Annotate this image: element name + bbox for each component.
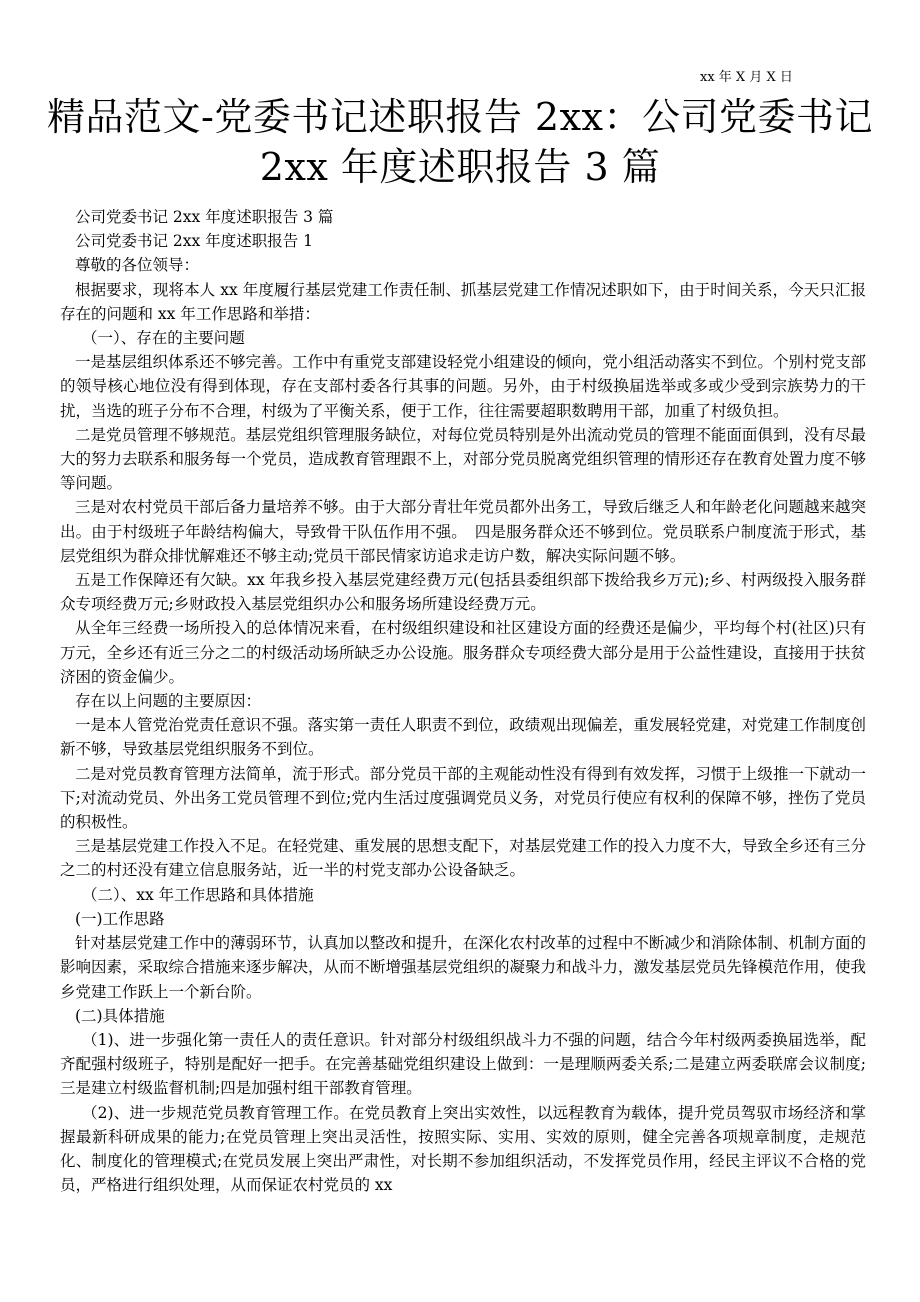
paragraph: 二是党员管理不够规范。基层党组织管理服务缺位，对每位党员特别是外出流动党员的管理不能面面俱到，没有尽最大的努力去联系和服务每一个党员，造成教育管理跟不上，对部分党员脱离党组织管理的情形还存在教育处置力度不够等问题。	[60, 425, 867, 493]
paragraph: 公司党委书记 2xx 年度述职报告 1	[75, 232, 313, 251]
paragraph: 三是对农村党员干部后备力量培养不够。由于大部分青壮年党员都外出务工，导致后继乏人和年龄老化问题越来越突出。由于村级班子年龄结构偏大，导致骨干队伍作用不强。 四是服务群众还不够到位。党员联系户制度流于形式，基层党组织为群众排忧解难还不够主动;党员干部民情家访追求走访户数，解决实际问题不够。	[60, 498, 866, 565]
paragraph: 三是基层党建工作投入不足。在轻党建、重发展的思想支配下，对基层党建工作的投入力度不大，导致全乡还有三分之二的村还没有建立信息服务站，近一半的村党支部办公设备缺乏。	[60, 837, 866, 880]
paragraph: 二是对党员教育管理方法简单，流于形式。部分党员干部的主观能动性没有得到有效发挥，习惯于上级推一下就动一下;对流动党员、外出务工党员管理不到位;党内生活过度强调党员义务，对党员行使应有权利的保障不够，挫伤了党员的积极性。	[60, 764, 866, 832]
document-title: 精品范文-党委书记述职报告 2xx：公司党委书记 2xx 年度述职报告 3 篇	[47, 95, 873, 189]
paragraph: 一是本人管党治党责任意识不强。落实第一责任人职责不到位，政绩观出现偏差，重发展轻党建，对党建工作制度创新不够，导致基层党组织服务不到位。	[60, 716, 866, 759]
paragraph: 公司党委书记 2xx 年度述职报告 3 篇	[75, 208, 334, 226]
subsection-heading: (一)工作思路	[75, 909, 165, 928]
paragraph: 五是工作保障还有欠缺。xx 年我乡投入基层党建经费万元(包括县委组织部下拨给我乡万元);乡、村两级投入服务群众专项经费万元;乡财政投入基层党组织办公和服务场所建设经费万元。	[60, 571, 866, 614]
paragraph: 尊敬的各位领导：	[75, 256, 200, 275]
date-line: xx 年 X 月 X 日	[700, 70, 793, 85]
paragraph: 一是基层组织体系还不够完善。工作中有重党支部建设轻党小组建设的倾向，党小组活动落实不到位。个别村党支部的领导核心地位没有得到体现，存在支部村委各行其事的问题。另外，由于村级换届选举或多或少受到宗族势力的干扰，当选的班子分布不合理，村级为了平衡关系，便于工作，往往需要超职数聘用干部，加重了村级负担。	[60, 353, 866, 420]
section-heading: （一）、存在的主要问题	[82, 329, 245, 348]
paragraph: （2)、进一步规范党员教育管理工作。在党员教育上突出实效性，以远程教育为载体，提升党员驾驭市场经济和掌握最新科研成果的能力;在党员管理上突出灵活性，按照实际、实用、实效的原则，健全完善各项规章制度，走规范化、制度化的管理模式;在党员发展上突出严肃性，对长期不参加组织活动，不发挥党员作用，经民主评议不合格的党员，严格进行组织处理，从而保证农村党员的 xx	[60, 1103, 866, 1195]
paragraph: 针对基层党建工作中的薄弱环节，认真加以整改和提升，在深化农村改革的过程中不断减少和消除体制、机制方面的影响因素，采取综合措施来逐步解决，从而不断增强基层党组织的凝聚力和战斗力，激发基层党员先锋模范作用，使我乡党建工作跃上一个新台阶。	[60, 934, 867, 1001]
paragraph: 存在以上问题的主要原因：	[75, 692, 262, 711]
section-heading: （二）、xx 年工作思路和具体措施	[82, 885, 314, 904]
paragraph: 根据要求，现将本人 xx 年度履行基层党建工作责任制、抓基层党建工作情况述职如下，由于时间关系，今天只汇报存在的问题和 xx 年工作思路和举措：	[60, 280, 866, 323]
subsection-heading: (二)具体措施	[75, 1006, 165, 1025]
paragraph: （1)、进一步强化第一责任人的责任意识。针对部分村级组织战斗力不强的问题，结合今年村级两委换届选举，配齐配强村级班子，特别是配好一把手。在完善基础党组织建设上做到：一是理顺两委关系;二是建立两委联席会议制度;三是建立村级监督机制;四是加强村组干部教育管理。	[60, 1030, 866, 1098]
paragraph: 从全年三经费一场所投入的总体情况来看，在村级组织建设和社区建设方面的经费还是偏少，平均每个村(社区)只有万元，全乡还有近三分之二的村级活动场所缺乏办公设施。服务群众专项经费大部分是用于公益性建设，直接用于扶贫济困的资金偏少。	[60, 619, 867, 686]
document-body	[60, 205, 866, 1197]
